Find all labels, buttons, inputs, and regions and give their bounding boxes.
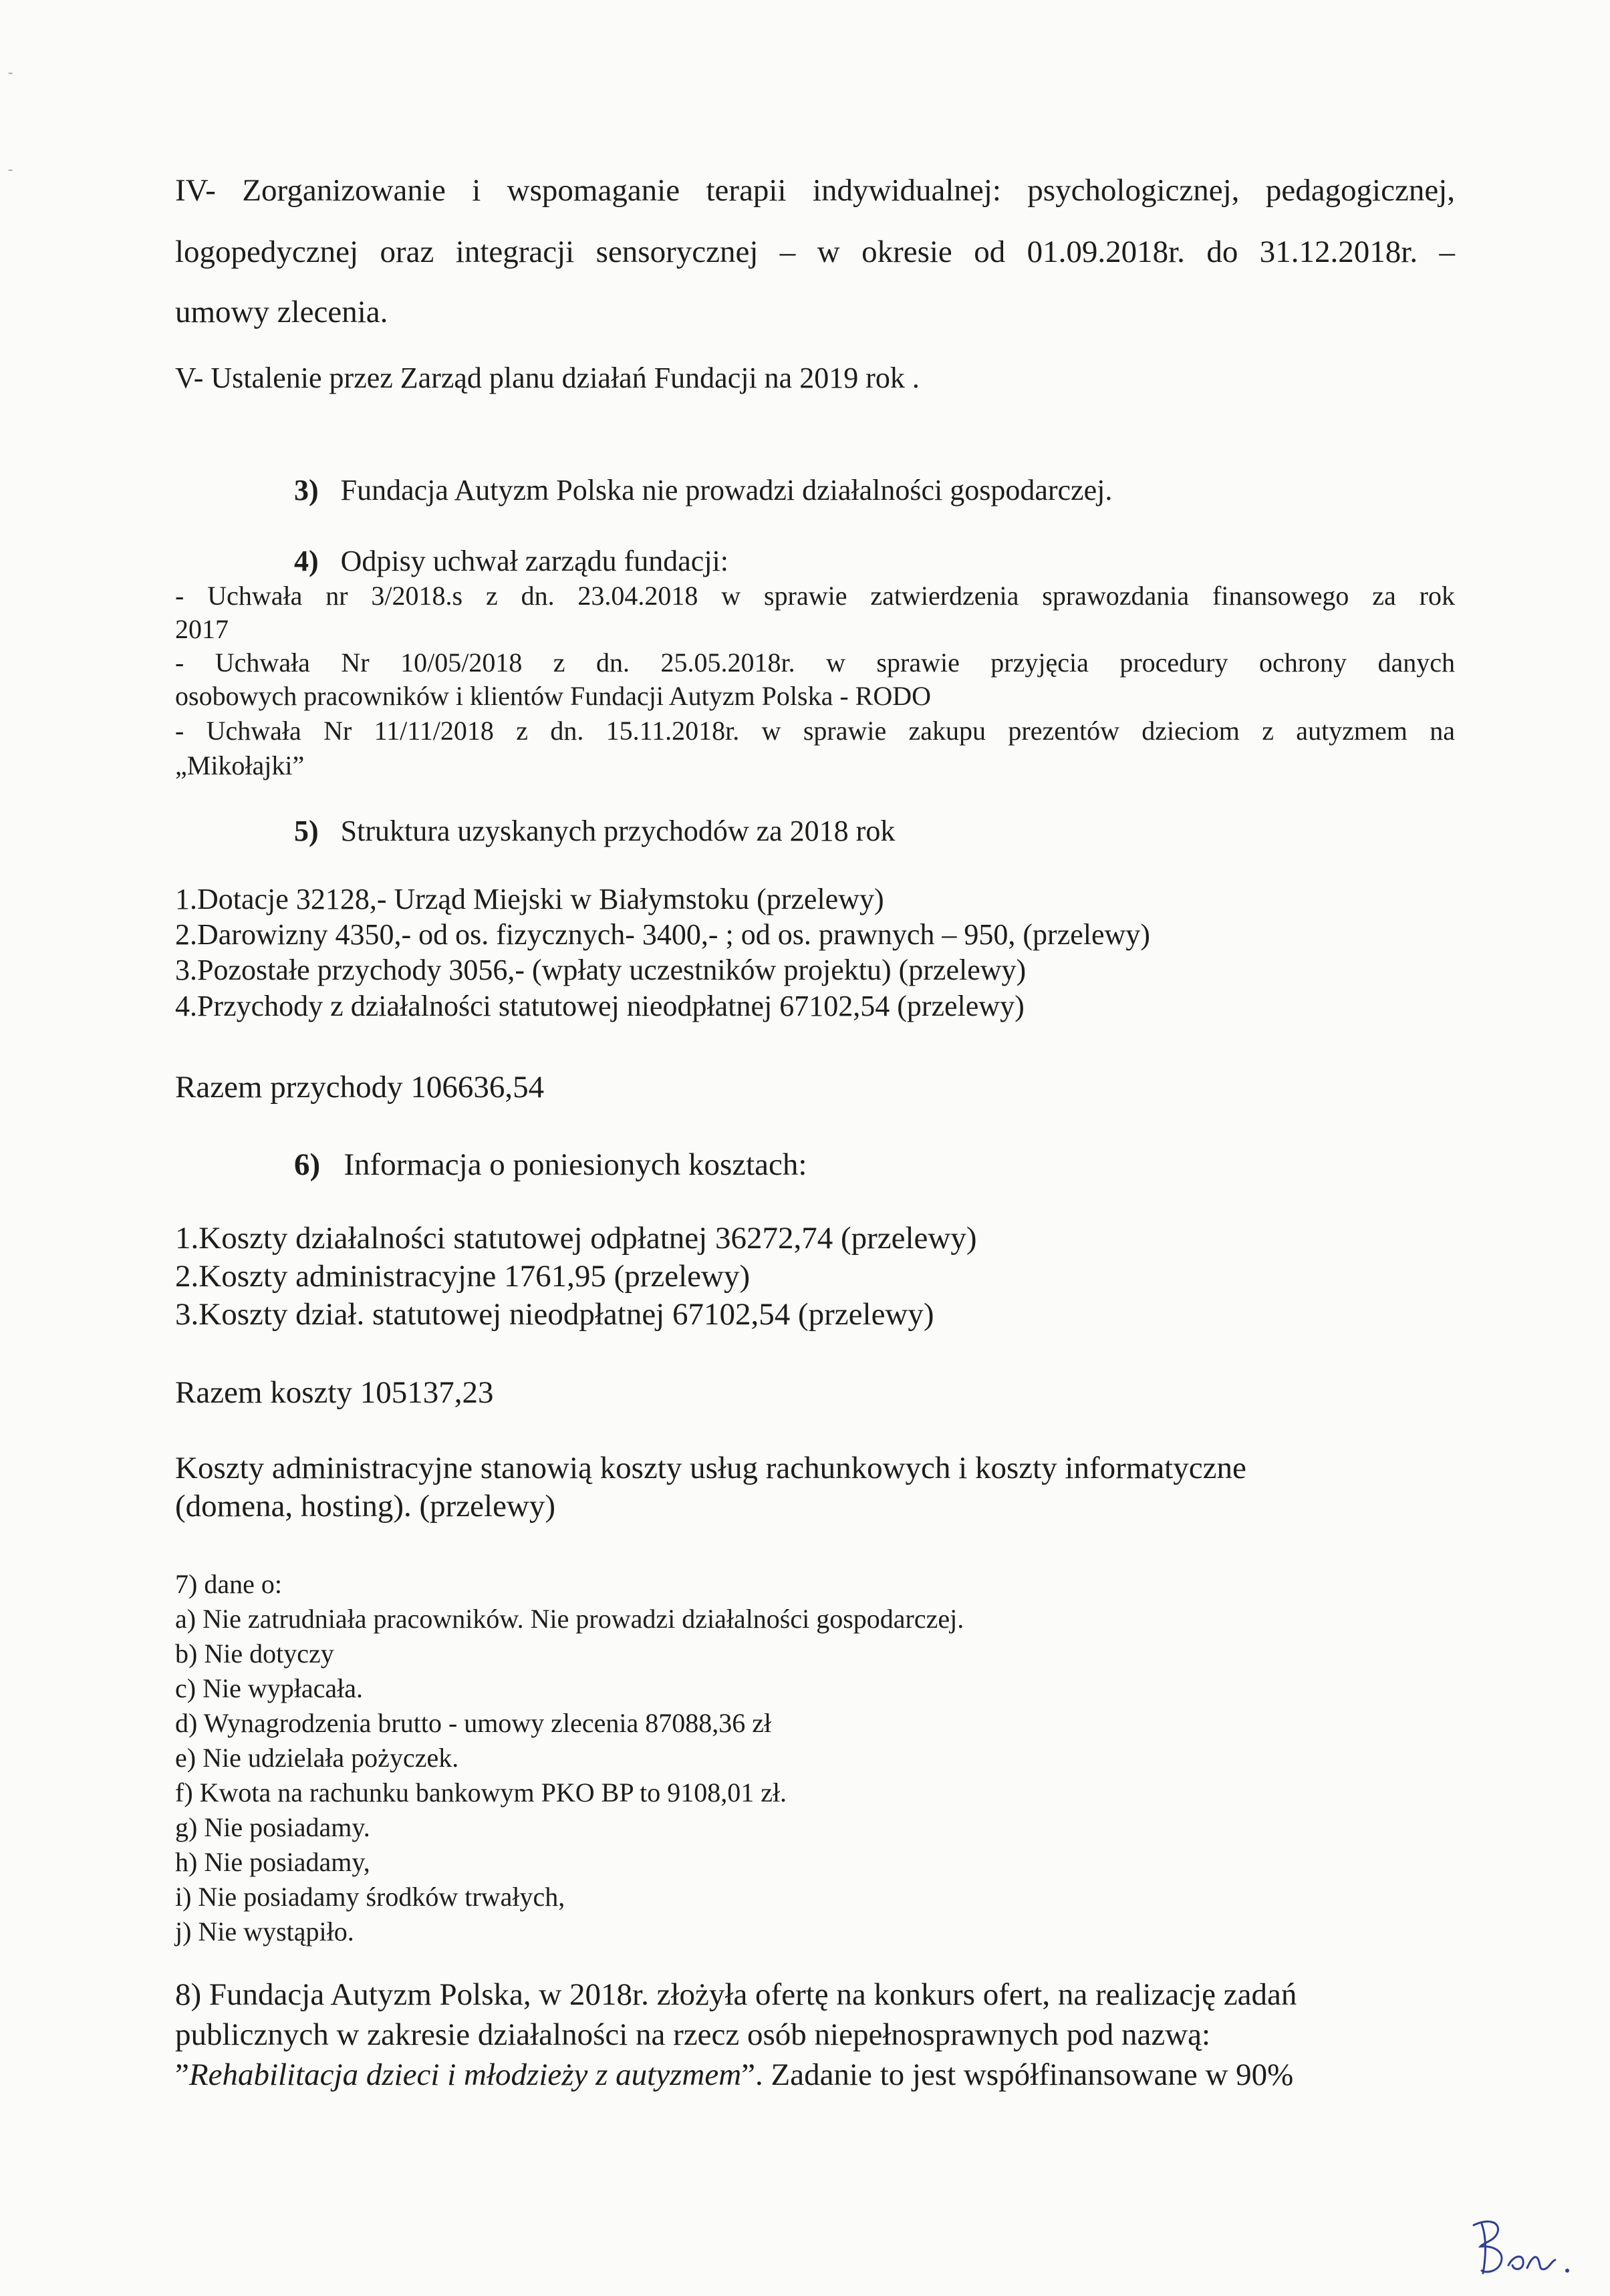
- item8-line: publicznych w zakresie działalności na rzecz osób niepełnosprawnych pod nazwą:: [175, 2017, 1211, 2052]
- item-number: 5): [294, 815, 319, 847]
- data-line: a) Nie zatrudniała pracowników. Nie prowadzi działalności gospodarczej.: [175, 1604, 964, 1634]
- income-total: Razem przychody 106636,54: [175, 1070, 545, 1105]
- item-number: 4): [294, 545, 319, 577]
- item-title: Informacja o poniesionych kosztach:: [344, 1147, 807, 1182]
- data-line: g) Nie posiadamy.: [175, 1812, 370, 1842]
- item6-heading: [294, 1147, 807, 1183]
- resolution-line: - Uchwała Nr 10/05/2018 z dn. 25.05.2018r. w sprawie przyjęcia procedury ochrony danych: [175, 648, 1455, 678]
- cost-line: 3.Koszty dział. statutowej nieodpłatnej 67102,54 (przelewy): [175, 1297, 934, 1332]
- data-line: d) Wynagrodzenia brutto - umowy zlecenia 87088,36 zł: [175, 1708, 772, 1738]
- cost-note: (domena, hosting). (przelewy): [175, 1489, 556, 1524]
- resolution-line: - Uchwała nr 3/2018.s z dn. 23.04.2018 w sprawie zatwierdzenia sprawozdania finansowego za rok: [175, 581, 1455, 611]
- data-line: b) Nie dotyczy: [175, 1638, 334, 1669]
- item-title: Struktura uzyskanych przychodów za 2018 rok: [340, 815, 896, 847]
- cost-total: Razem koszty 105137,23: [175, 1375, 494, 1410]
- income-line: 1.Dotacje 32128,- Urząd Miejski w Białymstoku (przelewy): [175, 883, 884, 915]
- item5-heading: [294, 814, 895, 848]
- quote-open: ”: [175, 2057, 189, 2092]
- item3: [294, 473, 1112, 507]
- item7-heading: 7) dane o:: [175, 1569, 282, 1599]
- item4-heading: [294, 544, 728, 578]
- cost-note: Koszty administracyjne stanowią koszty usług rachunkowych i koszty informatyczne: [175, 1451, 1246, 1485]
- data-line: j) Nie wystąpiło.: [175, 1916, 354, 1947]
- income-line: 2.Darowizny 4350,- od os. fizycznych- 3400,- ; od os. prawnych – 950, (przelewy): [175, 918, 1150, 951]
- section4-line: umowy zlecenia.: [175, 295, 388, 329]
- section4-line: logopedycznej oraz integracji sensorycznej – w okresie od 01.09.2018r. do 31.12.2018r. –: [175, 235, 1455, 269]
- cost-line: 1.Koszty działalności statutowej odpłatnej 36272,74 (przelewy): [175, 1221, 977, 1256]
- item8-line: [175, 2057, 1293, 2093]
- data-line: e) Nie udzielała pożyczek.: [175, 1743, 459, 1773]
- section4-line: IV- Zorganizowanie i wspomaganie terapii indywidualnej: psychologicznej, pedagogicznej,: [175, 173, 1455, 208]
- resolution-line: - Uchwała Nr 11/11/2018 z dn. 15.11.2018r. w sprawie zakupu prezentów dzieciom z autyzmem na: [175, 716, 1455, 746]
- resolution-line: „Mikołajki”: [175, 750, 305, 780]
- income-line: 4.Przychody z działalności statutowej nieodpłatnej 67102,54 (przelewy): [175, 990, 1025, 1022]
- data-line: f) Kwota na rachunku bankowym PKO BP to 9108,01 zł.: [175, 1777, 787, 1808]
- income-line: 3.Pozostałe przychody 3056,- (wpłaty uczestników projektu) (przelewy): [175, 954, 1027, 986]
- item-number: 3): [294, 474, 319, 507]
- project-title: Rehabilitacja dzieci i młodzieży z autyzmem: [188, 2057, 742, 2092]
- handwritten-initials: [1467, 2212, 1581, 2279]
- resolution-line: osobowych pracowników i klientów Fundacji Autyzm Polska - RODO: [175, 681, 931, 711]
- section5-plan: V- Ustalenie przez Zarząd planu działań Fundacji na 2019 rok .: [175, 362, 920, 394]
- data-line: i) Nie posiadamy środków trwałych,: [175, 1882, 565, 1912]
- item-title: Odpisy uchwał zarządu fundacji:: [340, 545, 728, 577]
- item8-line-end: ”. Zadanie to jest współfinansowane w 90%: [741, 2057, 1294, 2092]
- cost-line: 2.Koszty administracyjne 1761,95 (przelewy): [175, 1259, 751, 1294]
- item-number: 6): [294, 1147, 321, 1182]
- data-line: c) Nie wypłacała.: [175, 1673, 363, 1703]
- scan-mark: -: [8, 160, 13, 177]
- resolution-line: 2017: [175, 614, 229, 644]
- data-line: h) Nie posiadamy,: [175, 1847, 370, 1877]
- item-text: Fundacja Autyzm Polska nie prowadzi działalności gospodarczej.: [340, 474, 1113, 507]
- item8-line: 8) Fundacja Autyzm Polska, w 2018r. złożyła ofertę na konkurs ofert, na realizację zadań: [175, 1977, 1297, 2012]
- scan-mark: -: [8, 63, 13, 80]
